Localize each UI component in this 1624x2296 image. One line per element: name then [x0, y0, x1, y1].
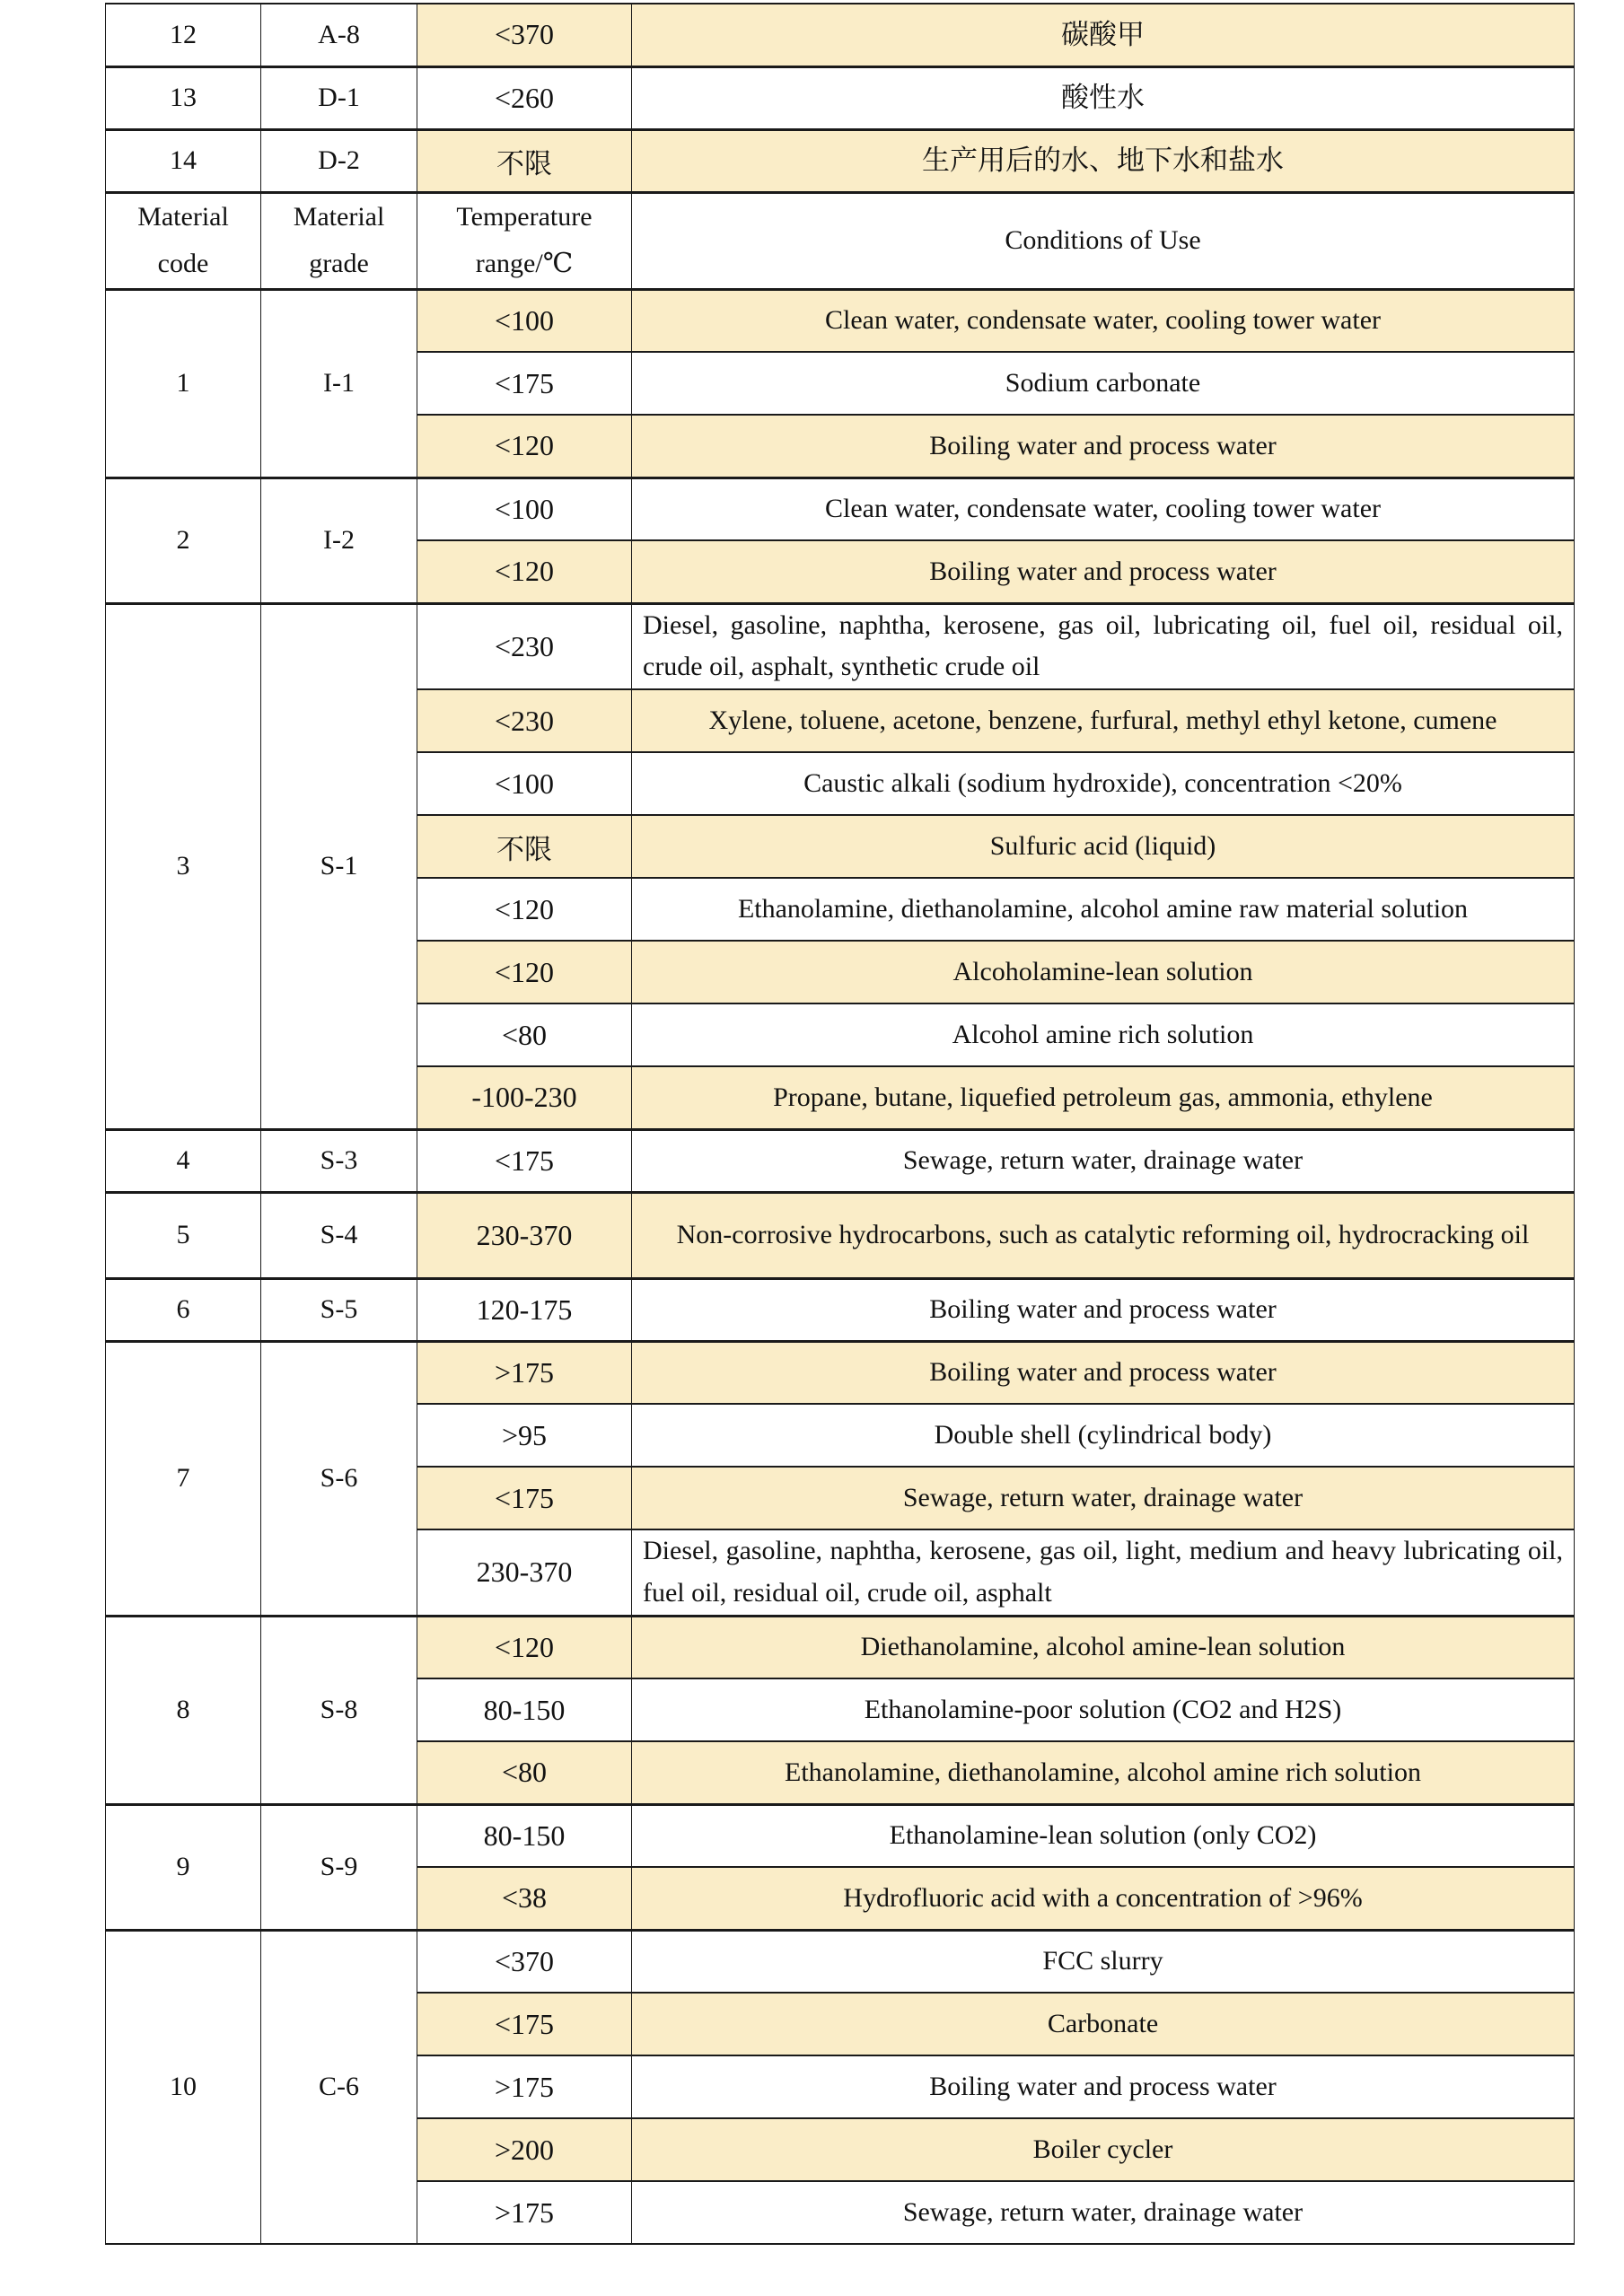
material-grade-cell: S-1: [261, 603, 417, 1129]
material-grade-cell: S-3: [261, 1129, 417, 1192]
temp-cell: >175: [417, 1341, 632, 1404]
table-row: [106, 478, 1575, 540]
table-row: [106, 603, 1575, 689]
material-grade-cell: S-6: [261, 1341, 417, 1616]
header-material-code: Material code: [106, 192, 261, 289]
use-cell: Alcohol amine rich solution: [632, 1003, 1575, 1066]
temp-cell: <80: [417, 1741, 632, 1804]
table-row: [106, 1804, 1575, 1867]
table-row: [106, 1341, 1575, 1404]
header-material-grade: Material grade: [261, 192, 417, 289]
use-cell: Boiling water and process water: [632, 1278, 1575, 1341]
material-code-cell: 5: [106, 1192, 261, 1278]
table-row: [106, 1616, 1575, 1678]
material-code-cell: 7: [106, 1341, 261, 1616]
material-conditions-table-wrap: [105, 3, 1575, 2245]
temp-cell: <370: [417, 4, 632, 66]
use-cell: Sewage, return water, drainage water: [632, 2181, 1575, 2244]
temp-cell: <175: [417, 1993, 632, 2055]
temp-cell: 230-370: [417, 1529, 632, 1616]
material-grade-cell: I-1: [261, 289, 417, 478]
header-temperature-range: Temperature range/℃: [417, 192, 632, 289]
material-grade-cell: D-1: [261, 66, 417, 129]
temp-cell: <120: [417, 941, 632, 1003]
temp-cell: <120: [417, 1616, 632, 1678]
use-cell: Boiling water and process water: [632, 415, 1575, 478]
table-row: [106, 1930, 1575, 1993]
use-cell: Sulfuric acid (liquid): [632, 815, 1575, 878]
material-code-cell: 2: [106, 478, 261, 603]
use-cell: Non-corrosive hydrocarbons, such as catalytic reforming oil, hydrocracking oil: [632, 1192, 1575, 1278]
use-cell: Diesel, gasoline, naphtha, kerosene, gas oil, light, medium and heavy lubricating oil, fuel oil, residual oil, crude oil, asphalt: [632, 1529, 1575, 1616]
material-code-cell: 8: [106, 1616, 261, 1804]
use-cell: Carbonate: [632, 1993, 1575, 2055]
table-row: [106, 1192, 1575, 1278]
table-row: [106, 66, 1575, 129]
use-cell: Sodium carbonate: [632, 352, 1575, 415]
material-grade-cell: S-5: [261, 1278, 417, 1341]
material-code-cell: 6: [106, 1278, 261, 1341]
use-cell: Clean water, condensate water, cooling tower water: [632, 289, 1575, 352]
temp-cell: 80-150: [417, 1678, 632, 1741]
temp-cell: <120: [417, 415, 632, 478]
material-code-cell: 10: [106, 1930, 261, 2244]
use-cell: Ethanolamine-lean solution (only CO2): [632, 1804, 1575, 1867]
temp-cell: <100: [417, 752, 632, 815]
temp-cell: <230: [417, 689, 632, 752]
temp-cell: <175: [417, 1467, 632, 1529]
temp-cell: <120: [417, 540, 632, 603]
table-row: [106, 1278, 1575, 1341]
table-row: [106, 4, 1575, 66]
use-cell: Clean water, condensate water, cooling tower water: [632, 478, 1575, 540]
header-conditions-of-use: Conditions of Use: [632, 192, 1575, 289]
temp-cell: 不限: [417, 815, 632, 878]
material-conditions-table: [105, 3, 1575, 2245]
temp-cell: <260: [417, 66, 632, 129]
use-cell: Boiling water and process water: [632, 1341, 1575, 1404]
material-code-cell: 9: [106, 1804, 261, 1930]
material-grade-cell: C-6: [261, 1930, 417, 2244]
temp-cell: -100-230: [417, 1066, 632, 1129]
use-cell: FCC slurry: [632, 1930, 1575, 1993]
table-header-row: [106, 192, 1575, 289]
temp-cell: <100: [417, 478, 632, 540]
use-cell: Diethanolamine, alcohol amine-lean solution: [632, 1616, 1575, 1678]
use-cell: Propane, butane, liquefied petroleum gas, ammonia, ethylene: [632, 1066, 1575, 1129]
temp-cell: <175: [417, 1129, 632, 1192]
temp-cell: 不限: [417, 129, 632, 192]
material-code-cell: 14: [106, 129, 261, 192]
use-cell: Xylene, toluene, acetone, benzene, furfural, methyl ethyl ketone, cumene: [632, 689, 1575, 752]
temp-cell: <175: [417, 352, 632, 415]
use-cell: Sewage, return water, drainage water: [632, 1467, 1575, 1529]
use-cell: 生产用后的水、地下水和盐水: [632, 129, 1575, 192]
material-code-cell: 3: [106, 603, 261, 1129]
use-cell: Caustic alkali (sodium hydroxide), concentration <20%: [632, 752, 1575, 815]
material-code-cell: 12: [106, 4, 261, 66]
temp-cell: 230-370: [417, 1192, 632, 1278]
temp-cell: >175: [417, 2055, 632, 2118]
use-cell: Diesel, gasoline, naphtha, kerosene, gas oil, lubricating oil, fuel oil, residual oil, crude oil, asphalt, synthetic crude oil: [632, 603, 1575, 689]
material-grade-cell: I-2: [261, 478, 417, 603]
temp-cell: <120: [417, 878, 632, 941]
use-cell: Boiler cycler: [632, 2118, 1575, 2181]
material-grade-cell: A-8: [261, 4, 417, 66]
temp-cell: <100: [417, 289, 632, 352]
use-cell: Hydrofluoric acid with a concentration of >96%: [632, 1867, 1575, 1930]
temp-cell: <38: [417, 1867, 632, 1930]
temp-cell: 80-150: [417, 1804, 632, 1867]
material-grade-cell: D-2: [261, 129, 417, 192]
table-row: [106, 289, 1575, 352]
temp-cell: 120-175: [417, 1278, 632, 1341]
temp-cell: <230: [417, 603, 632, 689]
use-cell: Boiling water and process water: [632, 540, 1575, 603]
material-code-cell: 1: [106, 289, 261, 478]
temp-cell: >200: [417, 2118, 632, 2181]
use-cell: Ethanolamine, diethanolamine, alcohol amine rich solution: [632, 1741, 1575, 1804]
material-grade-cell: S-9: [261, 1804, 417, 1930]
use-cell: Ethanolamine, diethanolamine, alcohol amine raw material solution: [632, 878, 1575, 941]
temp-cell: <370: [417, 1930, 632, 1993]
table-row: [106, 129, 1575, 192]
use-cell: Alcoholamine-lean solution: [632, 941, 1575, 1003]
use-cell: Double shell (cylindrical body): [632, 1404, 1575, 1467]
use-cell: 碳酸甲: [632, 4, 1575, 66]
material-grade-cell: S-8: [261, 1616, 417, 1804]
temp-cell: >175: [417, 2181, 632, 2244]
material-code-cell: 4: [106, 1129, 261, 1192]
use-cell: Ethanolamine-poor solution (CO2 and H2S): [632, 1678, 1575, 1741]
material-grade-cell: S-4: [261, 1192, 417, 1278]
temp-cell: >95: [417, 1404, 632, 1467]
material-code-cell: 13: [106, 66, 261, 129]
temp-cell: <80: [417, 1003, 632, 1066]
use-cell: Boiling water and process water: [632, 2055, 1575, 2118]
use-cell: Sewage, return water, drainage water: [632, 1129, 1575, 1192]
table-row: [106, 1129, 1575, 1192]
use-cell: 酸性水: [632, 66, 1575, 129]
